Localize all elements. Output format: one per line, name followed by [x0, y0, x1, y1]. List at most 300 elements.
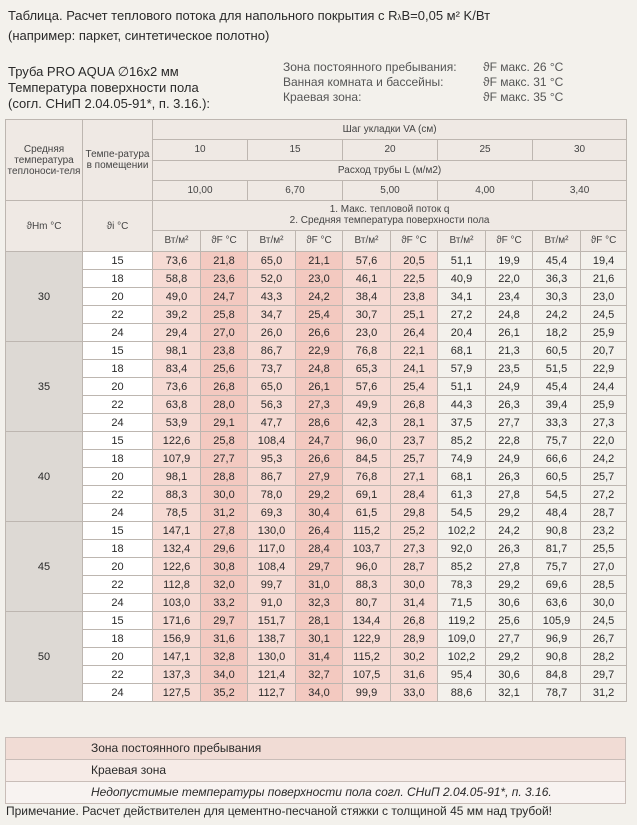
surface-temp-cell: 29,2	[486, 576, 533, 594]
table-row	[6, 612, 627, 630]
heat-flow-cell: 43,3	[248, 288, 296, 306]
heat-flow-cell: 84,8	[533, 666, 581, 684]
heat-flow-cell: 108,4	[248, 432, 296, 450]
heat-flow-cell: 83,4	[153, 360, 201, 378]
heat-flow-cell: 102,2	[438, 522, 486, 540]
heat-flow-cell: 98,1	[153, 342, 201, 360]
heat-flow-cell: 51,1	[438, 378, 486, 396]
heat-flow-cell: 107,9	[153, 450, 201, 468]
ti-cell: 22	[83, 306, 153, 324]
unit-w-header: Вт/м²	[533, 230, 581, 251]
surface-temp-cell: 25,4	[391, 378, 438, 396]
heat-flow-cell: 78,7	[533, 684, 581, 702]
surface-temp-cell: 29,1	[201, 414, 248, 432]
surface-temp-cell: 28,6	[296, 414, 343, 432]
table-row	[6, 432, 627, 450]
heat-flow-cell: 96,0	[343, 558, 391, 576]
heat-flow-cell: 51,5	[533, 360, 581, 378]
surface-temp-cell: 26,8	[201, 378, 248, 396]
title-line-2: (например: паркет, синтетическое полотно)	[8, 28, 270, 43]
heat-flow-cell: 46,1	[343, 270, 391, 288]
heat-flow-cell: 147,1	[153, 522, 201, 540]
table-row	[6, 540, 627, 558]
surface-temp-cell: 30,4	[296, 504, 343, 522]
heat-flow-cell: 130,0	[248, 648, 296, 666]
heat-flow-cell: 39,2	[153, 306, 201, 324]
unit-t-header: ϑF °C	[201, 230, 248, 251]
heat-flow-cell: 112,8	[153, 576, 201, 594]
table-row	[6, 684, 627, 702]
surface-temp-cell: 28,1	[296, 612, 343, 630]
surface-temp-cell: 23,0	[296, 270, 343, 288]
ti-cell: 22	[83, 666, 153, 684]
surface-temp-cell: 25,4	[296, 306, 343, 324]
heat-flow-cell: 57,6	[343, 252, 391, 270]
heat-flow-cell: 86,7	[248, 468, 296, 486]
heat-flow-cell: 65,0	[248, 252, 296, 270]
heat-flow-cell: 57,9	[438, 360, 486, 378]
heat-flow-cell: 34,1	[438, 288, 486, 306]
norm-label: (согл. СНиП 2.04.05-91*, п. 3.16.):	[8, 96, 211, 111]
surface-temp-cell: 22,9	[296, 342, 343, 360]
title-unit: B=0,05 м² K/Вт	[401, 8, 491, 23]
heat-flow-cell: 84,5	[343, 450, 391, 468]
heat-flow-cell: 95,3	[248, 450, 296, 468]
heat-flow-cell: 134,4	[343, 612, 391, 630]
surface-temp-cell: 28,4	[296, 540, 343, 558]
heat-flow-cell: 44,3	[438, 396, 486, 414]
surface-temp-cell: 22,8	[486, 432, 533, 450]
surface-temp-cell: 34,0	[296, 684, 343, 702]
ti-cell: 20	[83, 468, 153, 486]
ti-cell: 15	[83, 252, 153, 270]
unit-t-header: ϑF °C	[296, 230, 343, 251]
surface-temp-cell: 22,0	[581, 432, 627, 450]
surface-temp-cell: 26,8	[391, 396, 438, 414]
pipe-info	[8, 64, 210, 112]
surface-temp-cell: 27,2	[581, 486, 627, 504]
heat-flow-cell: 105,9	[533, 612, 581, 630]
surface-temp-cell: 24,4	[581, 378, 627, 396]
heat-flow-cell: 52,0	[248, 270, 296, 288]
surface-temp-cell: 22,0	[486, 270, 533, 288]
table-row	[6, 270, 627, 288]
ti-cell: 15	[83, 522, 153, 540]
surface-temp-cell: 24,2	[581, 450, 627, 468]
heat-flow-cell: 107,5	[343, 666, 391, 684]
heat-flow-cell: 45,4	[533, 252, 581, 270]
step-header: Шаг укладки VA (см)	[153, 120, 627, 140]
surface-temp-cell: 27,1	[391, 468, 438, 486]
heat-flow-cell: 109,0	[438, 630, 486, 648]
q1-label: 1. Макс. тепловой поток q	[329, 204, 450, 216]
heat-flow-cell: 103,7	[343, 540, 391, 558]
heat-flow-cell: 85,2	[438, 558, 486, 576]
heat-flow-cell: 98,1	[153, 468, 201, 486]
surface-temp-cell: 26,1	[296, 378, 343, 396]
legend-edge-zone: Краевая зона	[5, 760, 626, 782]
table-row	[6, 414, 627, 432]
surface-temp-cell: 27,8	[486, 558, 533, 576]
surface-temp-cell: 26,3	[486, 540, 533, 558]
surface-temp-cell: 20,5	[391, 252, 438, 270]
heat-flow-cell: 122,6	[153, 558, 201, 576]
heat-flow-cell: 138,7	[248, 630, 296, 648]
heat-flow-cell: 86,7	[248, 342, 296, 360]
surface-temp-cell: 24,2	[486, 522, 533, 540]
surface-temp-cell: 28,1	[391, 414, 438, 432]
heat-flow-cell: 151,7	[248, 612, 296, 630]
surface-temp-cell: 28,4	[391, 486, 438, 504]
surface-temp-cell: 23,6	[201, 270, 248, 288]
surface-temp-cell: 30,1	[296, 630, 343, 648]
room-temp-header: Темпе-ратура в помещении	[83, 120, 153, 201]
table-row	[6, 288, 627, 306]
table-row	[6, 324, 627, 342]
ti-cell: 24	[83, 684, 153, 702]
surface-temp-cell: 29,2	[486, 504, 533, 522]
surface-temp-cell: 27,8	[486, 486, 533, 504]
table-row	[6, 360, 627, 378]
heat-flow-cell: 42,3	[343, 414, 391, 432]
heat-flow-cell: 58,8	[153, 270, 201, 288]
surface-temp-cell: 23,5	[486, 360, 533, 378]
surface-temp-cell: 22,9	[581, 360, 627, 378]
ti-cell: 15	[83, 432, 153, 450]
ti-cell: 18	[83, 450, 153, 468]
surface-temp-cell: 32,3	[296, 594, 343, 612]
surface-temp-cell: 25,8	[201, 432, 248, 450]
surface-temp-cell: 28,7	[581, 504, 627, 522]
heat-flow-cell: 130,0	[248, 522, 296, 540]
heat-flow-cell: 29,4	[153, 324, 201, 342]
ti-cell: 20	[83, 288, 153, 306]
ti-cell: 18	[83, 270, 153, 288]
zone-name: Ванная комната и бассейны:	[283, 75, 444, 89]
heat-flow-table	[5, 119, 627, 702]
surface-temp-cell: 32,8	[201, 648, 248, 666]
heat-flow-cell: 63,8	[153, 396, 201, 414]
surface-temp-cell: 25,7	[581, 468, 627, 486]
table-row	[6, 450, 627, 468]
title-sub: λ	[397, 13, 402, 22]
surface-temp-cell: 24,7	[201, 288, 248, 306]
surface-temp-cell: 27,7	[486, 630, 533, 648]
surface-temp-cell: 29,2	[296, 486, 343, 504]
surface-temp-cell: 25,6	[486, 612, 533, 630]
surface-temp-cell: 31,2	[201, 504, 248, 522]
heat-flow-cell: 56,3	[248, 396, 296, 414]
heat-flow-cell: 91,0	[248, 594, 296, 612]
table-row	[6, 630, 627, 648]
heat-flow-cell: 45,4	[533, 378, 581, 396]
surface-temp-cell: 23,8	[391, 288, 438, 306]
surface-temp-cell: 32,0	[201, 576, 248, 594]
heat-flow-cell: 96,9	[533, 630, 581, 648]
surface-temp-cell: 26,3	[486, 396, 533, 414]
surface-temp-cell: 35,2	[201, 684, 248, 702]
surface-temp-cell: 30,2	[391, 648, 438, 666]
title-text: Таблица. Расчет теплового потока для напольного покрытия с R	[8, 8, 398, 23]
surface-temp-cell: 29,7	[296, 558, 343, 576]
table-row	[6, 558, 627, 576]
heat-flow-cell: 119,2	[438, 612, 486, 630]
surface-temp-cell: 20,7	[581, 342, 627, 360]
heat-flow-cell: 24,2	[533, 306, 581, 324]
heat-flow-cell: 80,7	[343, 594, 391, 612]
ti-cell: 20	[83, 378, 153, 396]
heat-flow-cell: 92,0	[438, 540, 486, 558]
legend	[5, 737, 626, 804]
heat-flow-cell: 26,0	[248, 324, 296, 342]
unit-t-header: ϑF °C	[581, 230, 627, 251]
heat-flow-cell: 57,6	[343, 378, 391, 396]
surface-temp-cell: 26,4	[296, 522, 343, 540]
step-value: 10	[153, 140, 248, 160]
heat-flow-cell: 103,0	[153, 594, 201, 612]
surface-temp-cell: 28,7	[391, 558, 438, 576]
heat-flow-cell: 27,2	[438, 306, 486, 324]
ti-cell: 20	[83, 648, 153, 666]
heat-flow-cell: 76,8	[343, 468, 391, 486]
avg-temp-header: Средняя температура теплоноси-теля	[6, 120, 83, 201]
ti-cell: 22	[83, 486, 153, 504]
surface-temp-cell: 24,2	[296, 288, 343, 306]
ti-cell: 24	[83, 414, 153, 432]
heat-flow-cell: 65,3	[343, 360, 391, 378]
surface-temp-cell: 21,1	[296, 252, 343, 270]
zone-value: ϑF макс. 31 °C	[483, 75, 564, 89]
heat-flow-cell: 99,9	[343, 684, 391, 702]
heat-flow-cell: 85,2	[438, 432, 486, 450]
surface-temp-cell: 30,0	[391, 576, 438, 594]
ti-cell: 15	[83, 342, 153, 360]
surface-temp-cell: 28,0	[201, 396, 248, 414]
heat-flow-cell: 137,3	[153, 666, 201, 684]
surface-temp-cell: 31,0	[296, 576, 343, 594]
surface-temp-cell: 27,3	[581, 414, 627, 432]
ti-cell: 18	[83, 630, 153, 648]
heat-flow-cell: 54,5	[533, 486, 581, 504]
heat-flow-cell: 78,5	[153, 504, 201, 522]
heat-flow-cell: 112,7	[248, 684, 296, 702]
heat-flow-cell: 54,5	[438, 504, 486, 522]
surface-temp-cell: 26,8	[391, 612, 438, 630]
heat-flow-cell: 68,1	[438, 468, 486, 486]
heat-flow-cell: 53,9	[153, 414, 201, 432]
pipe-label: Труба PRO AQUA ∅16x2 мм	[8, 64, 179, 79]
surface-temp-cell: 25,9	[581, 324, 627, 342]
hm-cell: 45	[6, 522, 83, 612]
surface-temp-cell: 27,9	[296, 468, 343, 486]
heat-flow-cell: 49,0	[153, 288, 201, 306]
heat-flow-cell: 122,9	[343, 630, 391, 648]
surface-temp-cell: 29,7	[201, 612, 248, 630]
hm-cell: 35	[6, 342, 83, 432]
surface-temp-cell: 30,6	[486, 666, 533, 684]
surface-temp-cell: 31,4	[296, 648, 343, 666]
heat-flow-cell: 34,7	[248, 306, 296, 324]
table-row	[6, 252, 627, 270]
zone-value: ϑF макс. 35 °C	[483, 90, 564, 104]
heat-flow-cell: 147,1	[153, 648, 201, 666]
heat-flow-cell: 132,4	[153, 540, 201, 558]
q-header	[153, 201, 627, 231]
surface-temp-cell: 34,0	[201, 666, 248, 684]
heat-flow-cell: 68,1	[438, 342, 486, 360]
heat-flow-cell: 78,0	[248, 486, 296, 504]
table-row	[6, 468, 627, 486]
surface-temp-cell: 28,5	[581, 576, 627, 594]
heat-flow-cell: 74,9	[438, 450, 486, 468]
ti-cell: 22	[83, 396, 153, 414]
hm-symbol: ϑHm °C	[6, 201, 83, 252]
unit-w-header: Вт/м²	[343, 230, 391, 251]
title-line-1	[8, 8, 490, 26]
hm-cell: 50	[6, 612, 83, 702]
surface-temp-cell: 30,8	[201, 558, 248, 576]
table-row	[6, 396, 627, 414]
flow-value: 10,00	[153, 180, 248, 200]
surface-temp-cell: 24,5	[581, 306, 627, 324]
heat-flow-cell: 121,4	[248, 666, 296, 684]
heat-flow-cell: 117,0	[248, 540, 296, 558]
surface-temp-cell: 24,1	[391, 360, 438, 378]
heat-flow-cell: 69,6	[533, 576, 581, 594]
heat-flow-cell: 88,3	[153, 486, 201, 504]
heat-flow-cell: 96,0	[343, 432, 391, 450]
flow-value: 6,70	[248, 180, 343, 200]
heat-flow-cell: 20,4	[438, 324, 486, 342]
heat-flow-cell: 127,5	[153, 684, 201, 702]
heat-flow-cell: 47,7	[248, 414, 296, 432]
heat-flow-cell: 73,7	[248, 360, 296, 378]
surface-temp-cell: 27,0	[581, 558, 627, 576]
heat-flow-cell: 171,6	[153, 612, 201, 630]
unit-w-header: Вт/м²	[438, 230, 486, 251]
heat-flow-cell: 76,8	[343, 342, 391, 360]
surface-temp-cell: 29,8	[391, 504, 438, 522]
heat-flow-cell: 36,3	[533, 270, 581, 288]
surface-temp-cell: 21,6	[581, 270, 627, 288]
heat-flow-cell: 156,9	[153, 630, 201, 648]
surface-temp-cell: 24,8	[296, 360, 343, 378]
legend-comfort-zone: Зона постоянного пребывания	[5, 737, 626, 760]
footnote: Примечание. Расчет действителен для цементно-песчаной стяжки с толщиной 45 мм над трубой!	[6, 804, 552, 818]
heat-flow-cell: 69,1	[343, 486, 391, 504]
surface-temp-cell: 23,2	[581, 522, 627, 540]
ti-symbol: ϑi °C	[83, 201, 153, 252]
heat-flow-cell: 115,2	[343, 648, 391, 666]
unit-w-header: Вт/м²	[153, 230, 201, 251]
surface-temp-cell: 30,6	[486, 594, 533, 612]
table-row	[6, 342, 627, 360]
heat-flow-cell: 73,6	[153, 252, 201, 270]
step-value: 15	[248, 140, 343, 160]
heat-flow-cell: 122,6	[153, 432, 201, 450]
legend-invalid-temps: Недопустимые температуры поверхности пола согл. СНиП 2.04.05-91*, п. 3.16.	[5, 782, 626, 804]
ti-cell: 24	[83, 594, 153, 612]
heat-flow-cell: 115,2	[343, 522, 391, 540]
ti-cell: 18	[83, 360, 153, 378]
heat-flow-cell: 88,6	[438, 684, 486, 702]
ti-cell: 18	[83, 540, 153, 558]
heat-flow-cell: 49,9	[343, 396, 391, 414]
heat-flow-cell: 60,5	[533, 342, 581, 360]
surface-temp-cell: 19,4	[581, 252, 627, 270]
surface-temp-cell: 27,7	[201, 450, 248, 468]
heat-flow-cell: 61,3	[438, 486, 486, 504]
heat-flow-cell: 61,5	[343, 504, 391, 522]
surface-temp-cell: 27,7	[486, 414, 533, 432]
surface-temp-cell: 25,2	[391, 522, 438, 540]
step-value: 20	[343, 140, 438, 160]
hm-cell: 40	[6, 432, 83, 522]
zone-row	[283, 90, 603, 105]
surface-temp-cell: 26,3	[486, 468, 533, 486]
heat-flow-cell: 63,6	[533, 594, 581, 612]
ti-cell: 20	[83, 558, 153, 576]
ti-cell: 24	[83, 324, 153, 342]
surface-temp-cell: 31,2	[581, 684, 627, 702]
surface-temp-cell: 23,0	[581, 288, 627, 306]
heat-flow-cell: 65,0	[248, 378, 296, 396]
heat-flow-cell: 39,4	[533, 396, 581, 414]
heat-flow-cell: 81,7	[533, 540, 581, 558]
surface-temp-cell: 24,9	[486, 378, 533, 396]
surface-temp-cell: 28,2	[581, 648, 627, 666]
surface-temp-cell: 24,9	[486, 450, 533, 468]
surface-temp-cell: 28,9	[391, 630, 438, 648]
surface-temp-cell: 24,7	[296, 432, 343, 450]
surface-temp-cell: 27,0	[201, 324, 248, 342]
surface-temp-cell: 26,7	[581, 630, 627, 648]
unit-t-header: ϑF °C	[391, 230, 438, 251]
heat-flow-cell: 88,3	[343, 576, 391, 594]
surface-temp-cell: 27,3	[391, 540, 438, 558]
unit-w-header: Вт/м²	[248, 230, 296, 251]
surface-temp-cell: 24,5	[581, 612, 627, 630]
heat-flow-cell: 51,1	[438, 252, 486, 270]
flow-value: 4,00	[438, 180, 533, 200]
heat-flow-cell: 38,4	[343, 288, 391, 306]
heat-flow-cell: 108,4	[248, 558, 296, 576]
heat-flow-cell: 99,7	[248, 576, 296, 594]
surface-temp-cell: 28,8	[201, 468, 248, 486]
surface-temp-cell: 21,3	[486, 342, 533, 360]
zone-row	[283, 60, 603, 75]
surface-temp-cell: 19,9	[486, 252, 533, 270]
heat-flow-cell: 23,0	[343, 324, 391, 342]
step-value: 25	[438, 140, 533, 160]
heat-flow-cell: 75,7	[533, 558, 581, 576]
zone-row	[283, 75, 603, 90]
zone-name: Зона постоянного пребывания:	[283, 60, 457, 74]
surface-temp-cell: 30,0	[201, 486, 248, 504]
surface-temp-cell: 21,8	[201, 252, 248, 270]
flow-value: 5,00	[343, 180, 438, 200]
surface-temp-cell: 25,9	[581, 396, 627, 414]
table-row	[6, 576, 627, 594]
heat-flow-cell: 40,9	[438, 270, 486, 288]
heat-flow-cell: 75,7	[533, 432, 581, 450]
surface-temp-cell: 23,7	[391, 432, 438, 450]
table-row	[6, 594, 627, 612]
zone-limits	[283, 60, 603, 105]
surface-temp-cell: 23,8	[201, 342, 248, 360]
table-row	[6, 486, 627, 504]
table-row	[6, 378, 627, 396]
